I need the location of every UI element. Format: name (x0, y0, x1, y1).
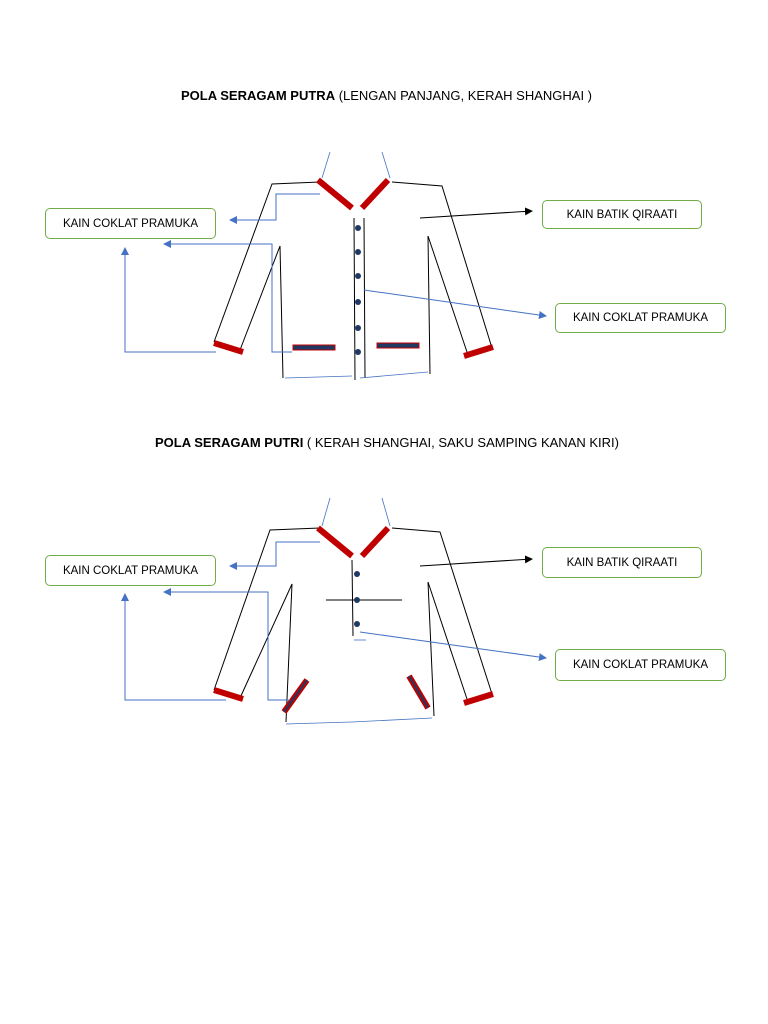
putra-right-sleeve-inner (428, 236, 468, 374)
putra-button (355, 349, 361, 355)
putri-arrow-collar (230, 542, 320, 566)
putra-button (355, 325, 361, 331)
putra-left-pocket (293, 345, 335, 350)
putri-left-sleeve-outer (214, 528, 320, 690)
putra-arrow-collar (230, 194, 320, 220)
putra-right-cuff (464, 347, 493, 356)
putri-collar-left-red (318, 528, 352, 556)
putra-placket-right (364, 218, 365, 378)
putri-label-right-top (542, 547, 702, 578)
putri-arrow-batik (420, 559, 532, 566)
putri-button (354, 597, 360, 603)
putra-right-sleeve-outer (392, 182, 492, 348)
putra-title-rest: (LENGAN PANJANG, KERAH SHANGHAI ) (335, 88, 592, 103)
putri-left-cuff (214, 690, 243, 699)
putra-label-right-top-text: KAIN BATIK QIRAATI (566, 208, 678, 221)
putra-shirt (125, 152, 546, 380)
putra-arrow-cuff (125, 248, 216, 352)
putri-arrow-cuff (125, 594, 226, 700)
putra-left-sleeve-inner (240, 246, 283, 378)
putra-collar-right-edge (382, 152, 390, 178)
putra-collar-right-red (362, 180, 388, 208)
putri-collar-right-red (362, 528, 388, 556)
putra-left-sleeve-outer (214, 182, 320, 342)
putri-shirt (125, 498, 546, 724)
putra-arrow-batik (420, 211, 532, 218)
putra-collar-left-edge (322, 152, 330, 178)
putra-label-right-bottom (555, 303, 726, 333)
putri-label-right-bottom (555, 649, 726, 681)
putra-collar-left-red (318, 180, 352, 208)
putri-label-right-top-text: KAIN BATIK QIRAATI (566, 556, 678, 569)
putri-title-bold: POLA SERAGAM PUTRI (155, 435, 304, 450)
putra-button (355, 273, 361, 279)
putra-label-left (45, 208, 216, 239)
putra-button (355, 225, 361, 231)
putri-title-rest: ( KERAH SHANGHAI, SAKU SAMPING KANAN KIRI) (303, 435, 619, 450)
putra-arrow-placket (364, 290, 546, 316)
putra-title-bold: POLA SERAGAM PUTRA (181, 88, 336, 103)
putra-label-right-top (542, 200, 702, 229)
putri-placket-left (352, 560, 353, 636)
putri-button (354, 621, 360, 627)
putra-hem (285, 372, 428, 378)
putri-right-cuff (464, 694, 493, 703)
putri-right-pocket (409, 676, 428, 708)
putri-collar-left-edge (322, 498, 330, 526)
putri-hem (286, 718, 432, 724)
putri-right-sleeve-outer (392, 528, 492, 694)
putra-left-cuff (214, 343, 243, 352)
putra-arrow-pocket (164, 244, 292, 352)
putra-label-left-text: KAIN COKLAT PRAMUKA (62, 217, 199, 230)
putra-label-right-bottom-text: KAIN COKLAT PRAMUKA (572, 312, 709, 324)
putri-label-left (45, 555, 216, 586)
putra-button (355, 299, 361, 305)
putri-arrow-placket (360, 632, 546, 658)
putra-right-pocket (377, 343, 419, 348)
putra-placket-left (354, 218, 355, 380)
putri-label-left-text: KAIN COKLAT PRAMUKA (62, 564, 199, 577)
putri-button (354, 571, 360, 577)
putri-label-right-bottom-text: KAIN COKLAT PRAMUKA (572, 659, 709, 671)
putri-collar-right-edge (382, 498, 390, 526)
putri-left-sleeve-inner (240, 584, 292, 722)
putra-button (355, 249, 361, 255)
putri-arrow-pocket (164, 592, 290, 700)
